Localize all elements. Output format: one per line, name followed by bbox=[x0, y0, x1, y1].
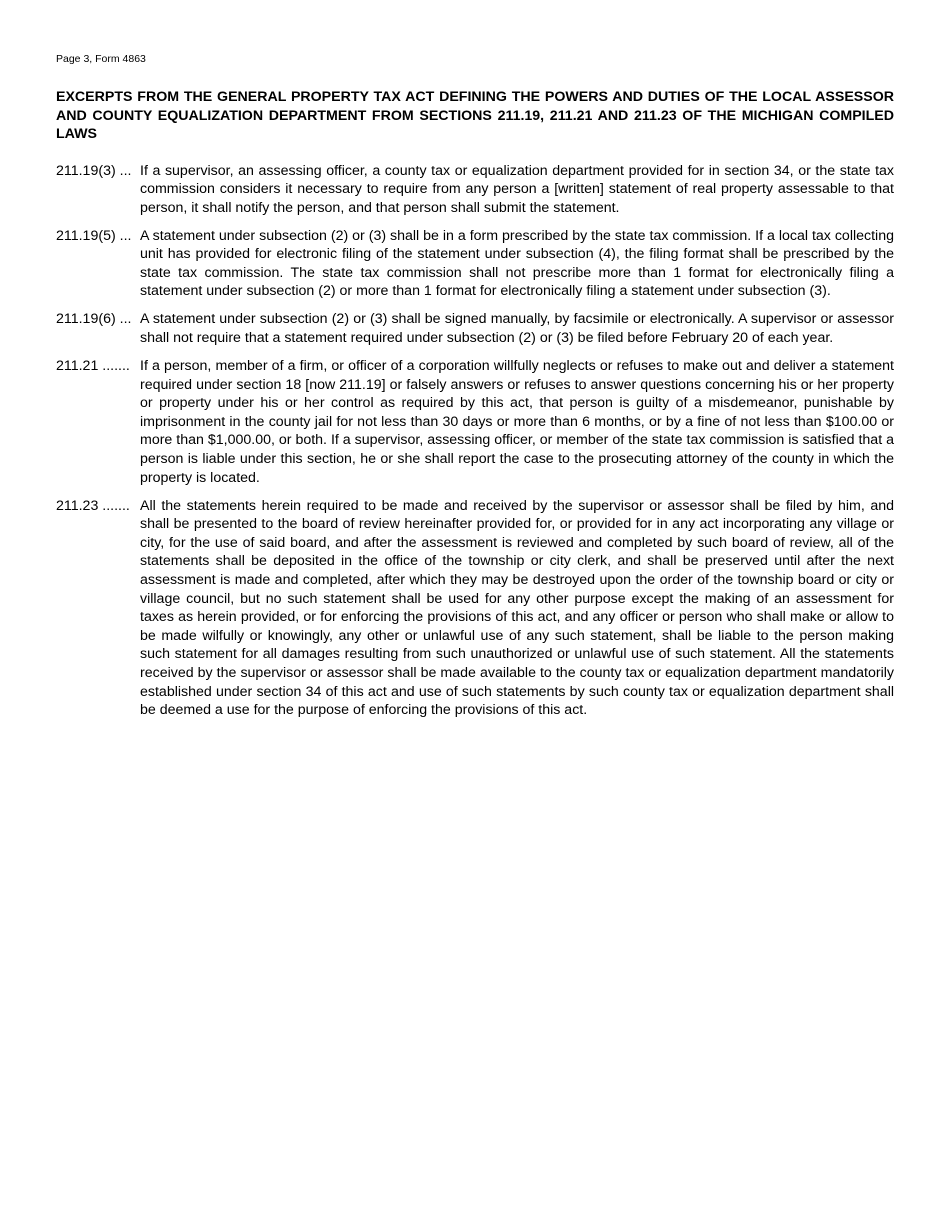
statute-sections bbox=[56, 162, 894, 720]
section-text: All the statements herein required to be made and received by the supervisor or assessor shall be filed by him, and shall be presented to the board of review hereinafter provided for, or provided for in any act incorporating any village or city, for the use of said board, and after the assessment is reviewed and completed by such board of review, all of the statements shall be deposited in the office of the township or city clerk, and shall be preserved until after the next assessment is made and completed, after which they may be destroyed upon the order of the township board or city or village council, but no such statement shall be used for any other purpose except the making of an assessment for taxes as herein provided, or for enforcing the provisions of this act, and any officer or person who shall make or allow to be made wilfully or knowingly, any other or unlawful use of any such statement, shall be liable to the person making such statement for all damages resulting from such unauthorized or unlawful use of such statement. All the statements received by the supervisor or assessor shall be made available to the county tax or equalization department mandatorily established under section 34 of this act and use of such statements by such county tax or equalization department shall be deemed a use for the purpose of enforcing the provisions of this act. bbox=[140, 497, 894, 719]
section-text: If a person, member of a firm, or officer of a corporation willfully neglects or refuses to make out and deliver a statement required under section 18 [now 211.19] or falsely answers or refuses to answer questions concerning his or her property or property under his or her control as required by this act, that person is guilty of a misdemeanor, punishable by imprisonment in the county jail for not less than 30 days or more than 6 months, or by a fine of not less than $100.00 or more than $1,000.00, or both. If a supervisor, assessing officer, or member of the state tax commission is satisfied that a person is liable under this section, he or she shall report the case to the prosecuting attorney of the county in which the property is located. bbox=[140, 358, 894, 486]
section-text: A statement under subsection (2) or (3) shall be signed manually, by facsimile or electronically. A supervisor or assessor shall not require that a statement required under subsection (2) or (3) be filed before February 20 of each year. bbox=[140, 311, 894, 347]
page-label: Page 3, Form 4863 bbox=[56, 53, 146, 65]
section-reference: 211.21 ....... bbox=[56, 358, 130, 375]
document-heading: EXCERPTS FROM THE GENERAL PROPERTY TAX ACT DEFINING THE POWERS AND DUTIES OF THE LOCAL ASSESSOR AND COUNTY EQUALIZATION DEPARTMENT FROM SECTIONS 211.19, 211.21 AND 211.23 OF THE MICHIGAN COMPILED LAWS bbox=[56, 89, 894, 142]
section-reference: 211.19(6) ... bbox=[56, 311, 132, 328]
statute-section bbox=[56, 162, 894, 218]
section-reference: 211.23 ....... bbox=[56, 497, 130, 514]
statute-section bbox=[56, 227, 894, 301]
statute-section bbox=[56, 497, 894, 720]
section-reference: 211.19(3) ... bbox=[56, 162, 132, 179]
statute-section bbox=[56, 357, 894, 487]
section-reference: 211.19(5) ... bbox=[56, 227, 132, 244]
section-text: A statement under subsection (2) or (3) shall be in a form prescribed by the state tax commission. If a local tax collecting unit has provided for electronic filing of the statement under subsection (4), the filing format shall be prescribed by the state tax commission. The state tax commission shall not prescribe more than 1 format for electronically filing a statement under subsection (2) or more than 1 format for electronically filing a statement under subsection (3). bbox=[140, 227, 894, 300]
document-page bbox=[56, 52, 894, 729]
section-text: If a supervisor, an assessing officer, a county tax or equalization department provided for in section 34, or the state tax commission considers it necessary to require from any person a [written] statement of real property assessable to that person, it shall notify the person, and that person shall submit the statement. bbox=[140, 162, 894, 216]
statute-section bbox=[56, 310, 894, 347]
